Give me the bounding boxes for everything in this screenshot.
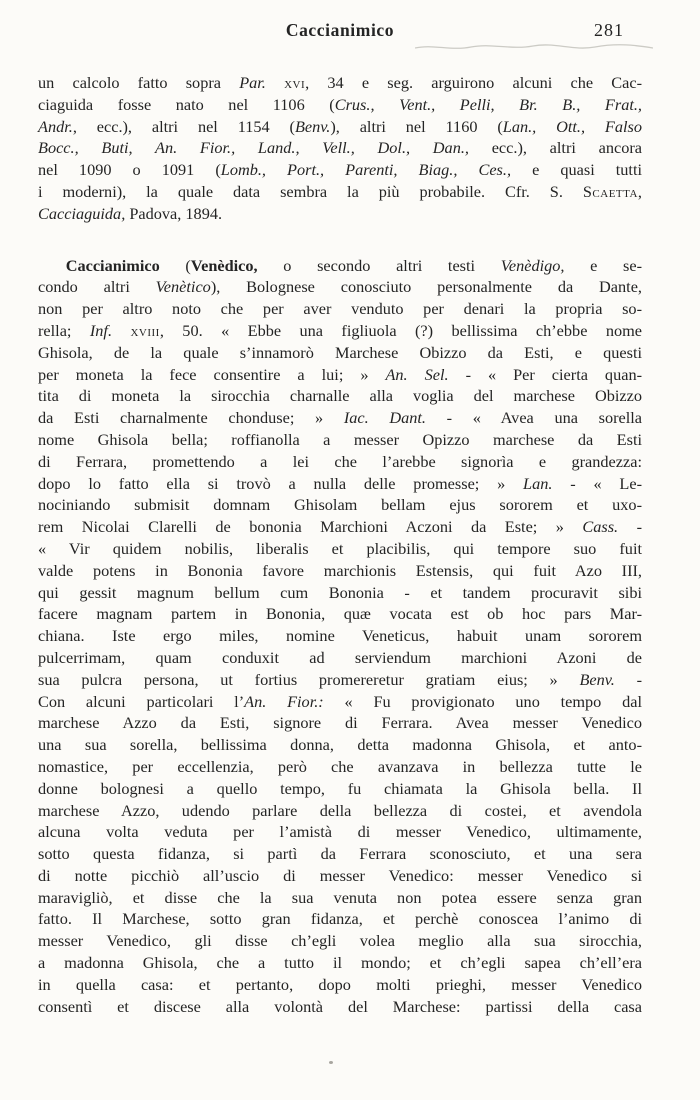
text-segment: Crus., Vent., Pelli, Br. B., Frat., <box>334 94 642 114</box>
text-segment: Cacciaguida, <box>38 203 126 223</box>
text-line <box>38 996 642 1018</box>
text-line <box>38 538 642 560</box>
text-line <box>38 691 642 713</box>
text-segment: di Ferrara, promettendo a lei che l’arebbe signorìa e grandezza: <box>38 451 642 471</box>
text-line <box>38 364 642 386</box>
text-segment: valde potens in Bononia favore marchionis Estensis, qui fuit Azo III, <box>38 560 642 580</box>
text-segment: i moderni), la quale data sembra la più probabile. Cfr. S. <box>38 181 583 201</box>
text-segment: rella; <box>38 320 90 340</box>
text-segment: donne bolognesi a quello tempo, fu chiamata la Ghisola bella. Il <box>38 778 642 798</box>
text-segment: ciaguida fosse nato nel 1106 ( <box>38 94 335 114</box>
text-segment: nome Ghisola bella; roffianolla a messer Opizzo marchese da Esti <box>38 429 642 449</box>
text-line <box>38 94 642 116</box>
text-segment: ecc.), altri ancora <box>468 138 642 158</box>
text-segment: messer Venedico, gli disse ch’egli volea meglio alla sua sirocchia, <box>38 931 642 951</box>
text-line <box>38 516 642 538</box>
text-segment: Padova, 1894. <box>125 203 223 223</box>
text-segment: tita di moneta la sirocchia charnalle alla voglia del marchese Obizzo <box>38 386 642 406</box>
text-line <box>38 407 642 429</box>
text-line <box>38 625 642 647</box>
text-line <box>38 756 642 778</box>
text-segment: non per altro noto che per aver venduto per denari la propria so- <box>38 299 642 319</box>
text-line <box>38 385 642 407</box>
text-line <box>38 451 642 473</box>
text-segment: di notte picchiò all’uscio di messer Venedico: messer Venedico si <box>38 865 642 885</box>
text-segment: Lomb., Port., Parenti, Biag., Ces., <box>220 160 512 180</box>
text-segment: , 34 e seg. arguirono alcuni che Cac- <box>305 73 642 92</box>
text-line <box>38 137 642 159</box>
text-segment: - « Le- <box>552 473 642 493</box>
text-segment: - <box>614 669 642 689</box>
text-segment: da Esti charnalmente chonduse; » <box>38 408 344 428</box>
text-segment: nociniando submisit domnam Ghisolam bellam ejus sororem et uxo- <box>38 495 642 515</box>
text-segment: « Vir quidem nobilis, liberalis et placibilis, qui tempore suo fuit <box>38 538 642 558</box>
text-segment: e se- <box>564 255 642 275</box>
text-line <box>38 159 642 181</box>
text-block <box>38 72 642 1017</box>
text-segment: Venètico <box>155 277 211 297</box>
text-line <box>38 276 642 298</box>
text-segment: Benv. <box>294 116 331 136</box>
text-segment: , ecc.), altri nel 1154 ( <box>72 116 295 136</box>
text-segment: Bocc., Buti, An. Fior., Land., Vell., Dol., Dan., <box>38 138 469 158</box>
text-line <box>38 669 642 691</box>
text-segment: - <box>618 517 642 537</box>
text-line <box>38 429 642 451</box>
text-segment: ( <box>159 255 191 275</box>
paragraph <box>38 72 642 225</box>
text-line <box>38 473 642 495</box>
text-line <box>38 800 642 822</box>
text-line <box>38 712 642 734</box>
text-segment: nomastice, per eccellenzia, però che avanzava in bellezza tutte le <box>38 756 642 776</box>
text-segment: o secondo altri testi <box>257 255 501 275</box>
text-segment: rem Nicolai Clarelli de bononia Marchioni Aczoni da Este; » <box>38 517 583 537</box>
text-segment: condo altri <box>38 277 156 297</box>
text-segment: a madonna Ghisola, che a tutto il mondo; et ch’egli sapea ch’ell’era <box>38 953 642 973</box>
text-segment <box>112 321 130 340</box>
text-segment: qui gessit magnum bellum cum Bononia - et tandem procuravit sibi <box>38 582 642 602</box>
text-segment: An. Fior.: <box>244 691 324 711</box>
text-segment: Venèdigo, <box>500 255 565 275</box>
text-segment: sua pulcra persona, ut fortius promereretur gratiam eius; » <box>38 669 580 689</box>
text-segment: An. Sel. <box>385 364 449 384</box>
text-segment: Cass. <box>582 517 619 537</box>
text-line <box>38 952 642 974</box>
text-segment: fatto. Il Marchese, sotto gran fidanza, et perchè conoscea l’animo di <box>38 909 642 929</box>
text-line <box>38 887 642 909</box>
text-segment: sotto questa fidanza, si partì da Ferrara sconosciuto, et una sera <box>38 844 642 864</box>
text-segment: marchese Azzo, udendo parlare della bellezza di costei, et avendola <box>38 800 642 820</box>
text-segment: - « Avea una sorella <box>426 408 643 428</box>
text-segment: Venèdico, <box>190 255 258 275</box>
text-line <box>38 72 642 94</box>
text-segment: chiana. Iste ergo miles, nomine Veneticus, habuit unam sororem <box>38 626 642 646</box>
text-line <box>38 734 642 756</box>
text-line <box>38 930 642 952</box>
text-segment: facere magnam partem in Bononia, quæ vocata est ob hoc pars Mar- <box>38 604 642 624</box>
text-segment: Scaetta <box>582 181 638 201</box>
text-segment: marchese Azzo da Esti, signore di Ferrara. Avea messer Venedico <box>38 713 642 733</box>
text-line <box>38 778 642 800</box>
text-segment: alcuna volta veduta per l’amistà di messer Venedico, ultimamente, <box>38 822 642 842</box>
text-segment: Benv. <box>579 669 615 689</box>
scan-artifact-line <box>415 42 653 52</box>
text-segment: dopo lo fatto ella si trovò a nulla delle promesse; » <box>38 473 524 493</box>
text-line <box>38 342 642 364</box>
text-line <box>38 203 642 225</box>
text-segment: consentì et discese alla volontà del Marchese: partissi della casa <box>38 996 642 1016</box>
text-line <box>38 181 642 203</box>
text-segment <box>266 73 284 92</box>
text-segment: un calcolo fatto sopra <box>38 73 240 92</box>
text-segment: , <box>637 181 642 201</box>
text-line <box>38 560 642 582</box>
text-segment: , 50. « Ebbe una figliuola (?) bellissima ch’ebbe nome <box>159 320 643 340</box>
text-segment: nel 1090 o 1091 ( <box>38 160 221 180</box>
text-segment: maravigliò, et disse che la sua venuta non potea essere senza gran <box>38 887 642 907</box>
text-segment: Lan. <box>523 473 553 493</box>
text-segment: per moneta la fece consentire a lui; » <box>38 364 386 384</box>
text-segment: Iac. Dant. <box>343 408 426 428</box>
text-segment: in quella casa: et pertanto, dopo molti prieghi, messer Venedico <box>38 974 642 994</box>
page-header-title: Caccianimico <box>285 20 395 40</box>
running-head <box>38 20 642 44</box>
paragraph <box>38 255 642 1018</box>
text-segment: Par. <box>239 73 266 92</box>
text-segment: xviii <box>130 320 160 340</box>
text-line <box>38 494 642 516</box>
text-line <box>38 865 642 887</box>
scan-artifact-dot <box>329 1061 333 1064</box>
text-segment: Inf. <box>89 320 113 340</box>
text-line <box>38 821 642 843</box>
text-segment: « Fu provigionato uno tempo dal <box>323 691 642 711</box>
text-segment: una sua sorella, bellissima donna, detta madonna Ghisola, et anto- <box>38 735 642 755</box>
text-segment: Caccianimico <box>65 255 160 275</box>
text-line <box>38 843 642 865</box>
text-line <box>38 298 642 320</box>
text-segment: ), altri nel 1160 ( <box>330 116 503 136</box>
text-segment: e quasi tutti <box>511 160 642 180</box>
page-number: 281 <box>594 20 624 40</box>
text-line <box>38 908 642 930</box>
text-segment: - « Per cierta quan- <box>448 364 643 384</box>
text-line <box>38 603 642 625</box>
text-line <box>38 582 642 604</box>
text-line <box>38 647 642 669</box>
text-line <box>38 320 642 342</box>
text-line <box>38 974 642 996</box>
text-segment: xvi <box>284 73 306 92</box>
text-segment: ), Bolognese conosciuto personalmente da Dante, <box>210 277 642 297</box>
text-line <box>38 255 642 277</box>
text-segment: Con alcuni particolari l’ <box>38 691 245 711</box>
text-segment: Ghisola, de la quale s’innamorò Marchese Obizzo da Esti, e questi <box>38 342 642 362</box>
text-segment: pulcerrimam, quam conduxit ad serviendum marchioni Azoni de <box>38 647 642 667</box>
text-segment: Andr. <box>38 116 73 136</box>
text-line <box>38 116 642 138</box>
text-segment: Lan., Ott., Falso <box>502 116 642 136</box>
